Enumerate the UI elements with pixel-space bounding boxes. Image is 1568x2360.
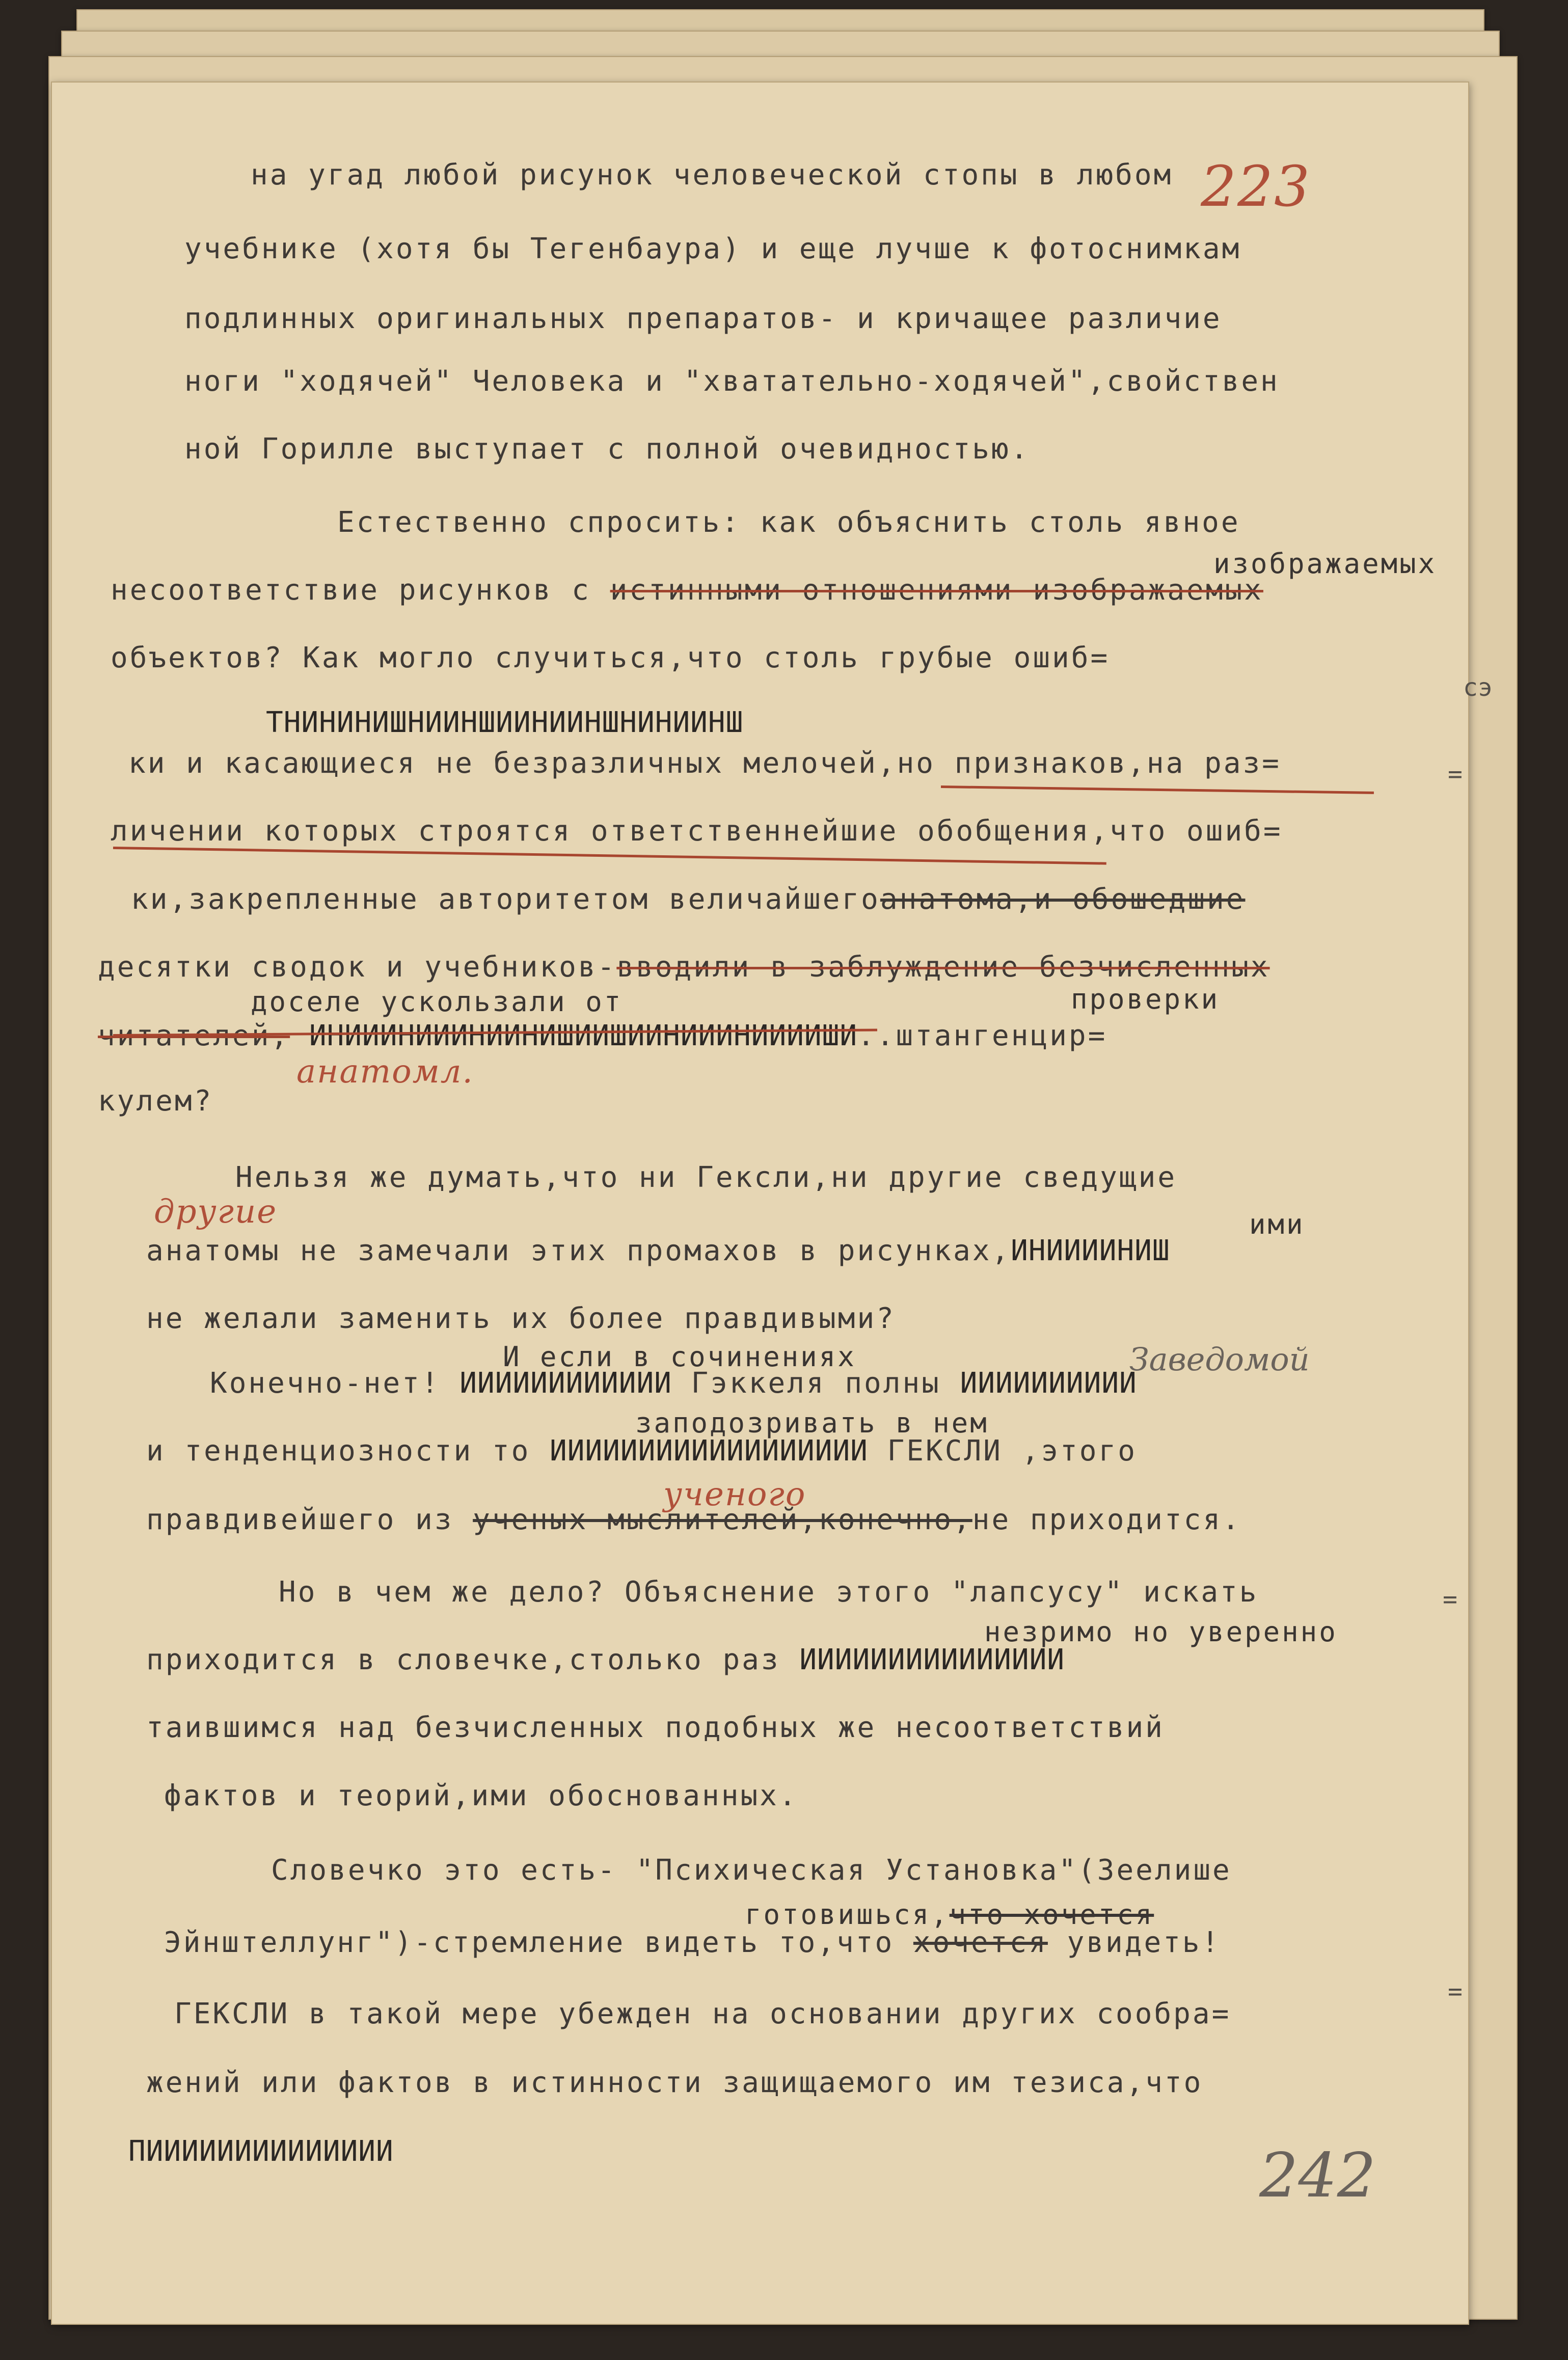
typed-over-line: ТНИНИНИШНИИНШИИНИИНШНИНИИНШ — [266, 706, 744, 739]
margin-mark: сэ — [1463, 673, 1493, 702]
text-segment: ки,закрепленные авторитетом величайшего — [131, 883, 880, 916]
text-line: Но в чем же дело? Объяснение этого "лапсусу" искать — [279, 1576, 1259, 1609]
text-segment: Эйнштеллунг")-стремление видеть то,что — [164, 1926, 895, 1959]
inserted-text: доселе ускользали от — [251, 986, 623, 1018]
text-segment: не приходится. — [972, 1503, 1241, 1536]
struck-text: анатома,и обошедшие — [880, 883, 1246, 916]
struck-text: истинными отношениями изображаемых — [610, 574, 1263, 607]
inserted-segment: готовишься, — [745, 1898, 950, 1931]
text-segment: Гэккеля полны — [691, 1367, 941, 1400]
text-line: ноги "ходячей" Человека и "хватательно-ходячей",свойствен — [184, 365, 1280, 398]
inserted-text: заподозривать в нем — [635, 1407, 989, 1439]
text-line: таившимся над безчисленных подобных же несоответствий — [146, 1711, 1165, 1744]
text-line — [98, 951, 1270, 984]
text-segment: ..штангенцир= — [857, 1019, 1107, 1052]
text-line: фактов и теорий,ими обоснованных. — [164, 1779, 798, 1812]
margin-mark: = — [1443, 1585, 1457, 1614]
typed-over-line: ПИИИИИИИИИИИИИИ — [128, 2135, 394, 2168]
text-line: кулем? — [98, 1084, 213, 1118]
struck-text: хочется — [913, 1926, 1048, 1959]
text-line — [146, 1644, 1065, 1676]
text-line: ГЕКСЛИ в такой мере убежден на основании других сообра= — [174, 1997, 1231, 2030]
struck-text: ученых мыслителей,конечно, — [473, 1503, 972, 1536]
red-underline — [113, 847, 1106, 865]
inserted-text: ими — [1249, 1208, 1305, 1240]
inserted-text: И если в сочинениях — [503, 1341, 856, 1373]
text-segment: анатомы не замечали этих промахов в рисунках, — [146, 1234, 1011, 1267]
inserted-text: незримо но уверенно — [984, 1616, 1338, 1648]
manuscript-page — [51, 82, 1493, 2325]
text-line — [210, 1367, 1137, 1400]
text-line: учебнике (хотя бы Тегенбаура) и еще лучше к фотоснимкам — [184, 232, 1241, 265]
text-line — [164, 1927, 1221, 1959]
text-line — [98, 1020, 1107, 1052]
inserted-text: изображаемых — [1213, 548, 1437, 580]
margin-mark: = — [1448, 760, 1463, 789]
struck-text: вводили в заблуждение безчисленных — [616, 951, 1270, 984]
folio-number-top: 223 — [1201, 154, 1311, 219]
handwritten-correction: Заведомой — [1129, 1341, 1310, 1378]
margin-mark: = — [1448, 1977, 1463, 2006]
handwritten-correction: другие — [154, 1193, 278, 1231]
handwritten-correction: анатомл. — [296, 1053, 474, 1091]
text-line: личении которых строятся ответственнейшие обобщения,что ошиб= — [111, 815, 1283, 848]
text-line: жений или фактов в истинности защищаемого им тезиса,что — [146, 2066, 1203, 2099]
text-segment: приходится в словечке,столько раз — [146, 1643, 780, 1676]
text-line: объектов? Как могло случиться,что столь грубые ошиб= — [111, 641, 1110, 674]
text-segment: увидеть! — [1067, 1926, 1221, 1959]
struck-text: читателей, — [98, 1019, 290, 1052]
text-segment: Конечно-нет! — [210, 1367, 441, 1400]
text-line — [131, 883, 1245, 916]
typed-over-text: ИИИИИИИИИИИИИИИ — [799, 1643, 1065, 1676]
text-line: подлинных оригинальных препаратов- и кричащее различие — [184, 302, 1222, 335]
folio-number-bottom: 242 — [1259, 2140, 1376, 2211]
typed-over-text: ИИИИИИИИИИИИИИИИИИ — [550, 1434, 868, 1468]
text-segment: десятки сводок и учебников- — [98, 951, 617, 984]
text-line: Нельзя же думать,что ни Гексли,ни другие сведущие — [235, 1161, 1177, 1194]
typed-over-text: ИНИИИИНИШ — [1011, 1234, 1170, 1267]
text-segment: ГЕКСЛИ ,этого — [887, 1434, 1137, 1468]
text-segment: несоответствие рисунков с — [111, 574, 591, 607]
struck-text: что хочется — [949, 1898, 1154, 1931]
text-line: на угад любой рисунок человеческой стопы в любом — [251, 158, 1173, 192]
text-line: ной Горилле выступает с полной очевидностью. — [184, 432, 1030, 466]
typed-over-text: ИНИИИНИИИНИИНИШИИШИИНИИИНИИИИШИ — [309, 1019, 858, 1052]
text-line: Естественно спросить: как объяснить столь явное — [337, 506, 1240, 539]
red-underline — [941, 785, 1374, 794]
inserted-text: проверки — [1071, 983, 1220, 1015]
text-line — [146, 1504, 1241, 1536]
text-segment: и тенденциозности то — [146, 1434, 531, 1468]
handwritten-correction: ученого — [663, 1476, 806, 1513]
typed-over-text: ИИИИИИИИИИИИ — [459, 1367, 672, 1400]
text-line — [146, 1435, 1137, 1468]
typed-over-text: ИИИИИИИИИИ — [960, 1367, 1137, 1400]
text-line: Словечко это есть- "Психическая Установка"(Зеелише — [271, 1854, 1232, 1887]
text-line: ки и касающиеся не безразличных мелочей,но признаков,на раз= — [128, 747, 1281, 780]
text-line: не желали заменить их более правдивыми? — [146, 1302, 896, 1335]
text-line — [111, 574, 1263, 607]
text-line — [146, 1235, 1170, 1267]
text-segment: правдивейшего из — [146, 1503, 454, 1536]
